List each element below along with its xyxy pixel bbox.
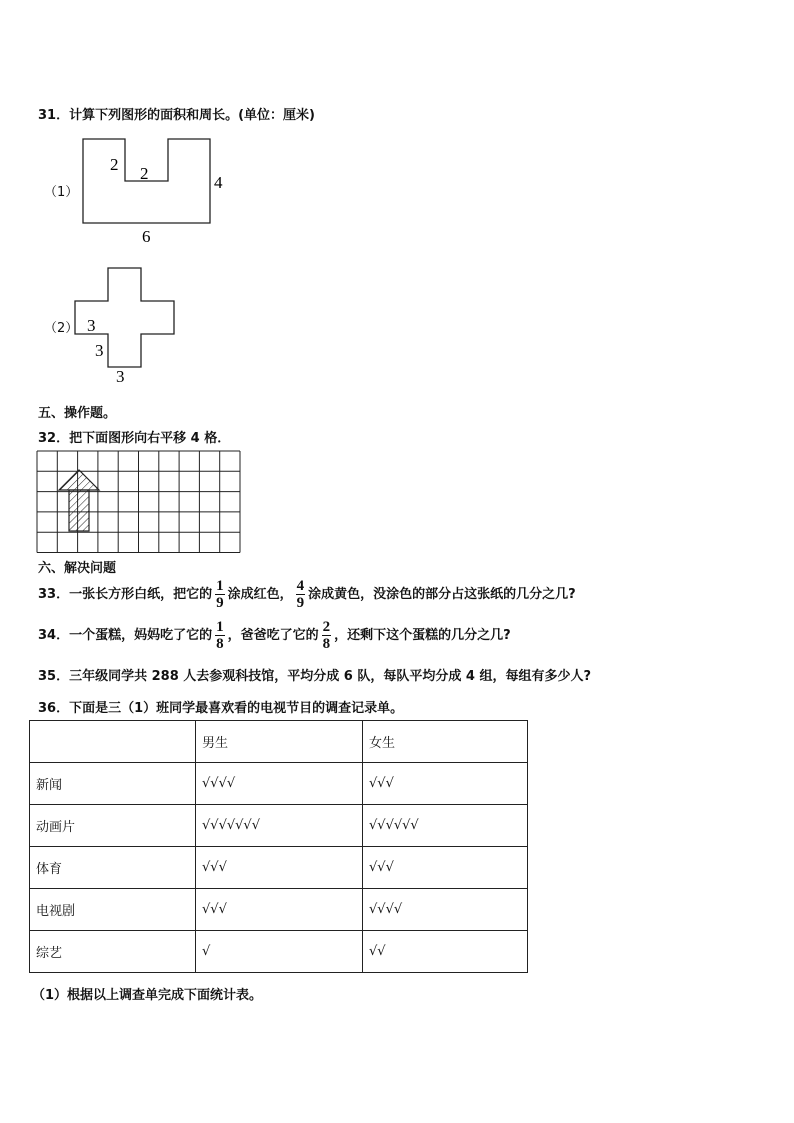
fig1-dim-height: 4 <box>214 173 223 192</box>
fig1-dim-notch-bottom: 2 <box>140 164 149 183</box>
fraction-2-8: $\frac{2}{8}$ <box>322 619 331 652</box>
fig1-dim-left-notch: 2 <box>110 155 119 174</box>
q34-text: 34．一个蛋糕，妈妈吃了它的 $\frac{1}{8}$ ，爸爸吃了它的 $\frac{2}{8}$ ，还剩下这个蛋糕的几分之几? <box>38 619 511 652</box>
section5-heading: 五、操作题。 <box>38 406 117 421</box>
translation-grid <box>36 450 244 554</box>
section6-heading: 六、解决问题 <box>38 561 117 576</box>
figure1-u-shape <box>80 136 240 246</box>
table-row: 新闻 √√√√ √√√ <box>30 763 528 805</box>
survey-table <box>29 720 528 973</box>
table-row: 体育 √√√ √√√ <box>30 847 528 889</box>
q33-text: 33．一张长方形白纸，把它的 $\frac{1}{9}$ 涂成红色， $\frac{4}{9}$ 涂成黄色，没涂色的部分占这张纸的几分之几? <box>38 578 576 611</box>
q31-text: 31．计算下列图形的面积和周长。(单位：厘米) <box>38 108 315 123</box>
figure2-label: （2） <box>44 321 79 336</box>
fraction-4-9: $\frac{4}{9}$ <box>296 578 305 611</box>
arrow-shape <box>59 470 99 531</box>
header-cell-boys: 男生 <box>196 721 363 763</box>
fig2-dim-left: 3 <box>87 316 96 335</box>
q35-text: 35．三年级同学共 288 人去参观科技馆，平均分成 6 队，每队平均分成 4 组，每组有多少人? <box>38 669 592 684</box>
table-header-row <box>30 721 528 763</box>
header-cell-blank <box>30 721 196 763</box>
fig1-dim-width: 6 <box>142 227 151 246</box>
q36-text: 36．下面是三（1）班同学最喜欢看的电视节目的调查记录单。 <box>38 701 404 716</box>
figure1-label: （1） <box>44 185 79 200</box>
fig2-dim-lower-left: 3 <box>95 341 104 360</box>
q32-text: 32．把下面图形向右平移 4 格． <box>38 431 231 446</box>
fig2-dim-bottom: 3 <box>116 367 125 385</box>
table-row: 电视剧 √√√ √√√√ <box>30 889 528 931</box>
header-cell-girls: 女生 <box>363 721 528 763</box>
table-row: 动画片 √√√√√√√ √√√√√√ <box>30 805 528 847</box>
fraction-1-8: $\frac{1}{8}$ <box>216 619 224 652</box>
q36-sub1: （1）根据以上调查单完成下面统计表。 <box>32 988 263 1003</box>
fraction-1-9: $\frac{1}{9}$ <box>216 578 224 611</box>
figure2-cross-shape <box>70 265 190 385</box>
table-row: 综艺 √ √√ <box>30 931 528 973</box>
